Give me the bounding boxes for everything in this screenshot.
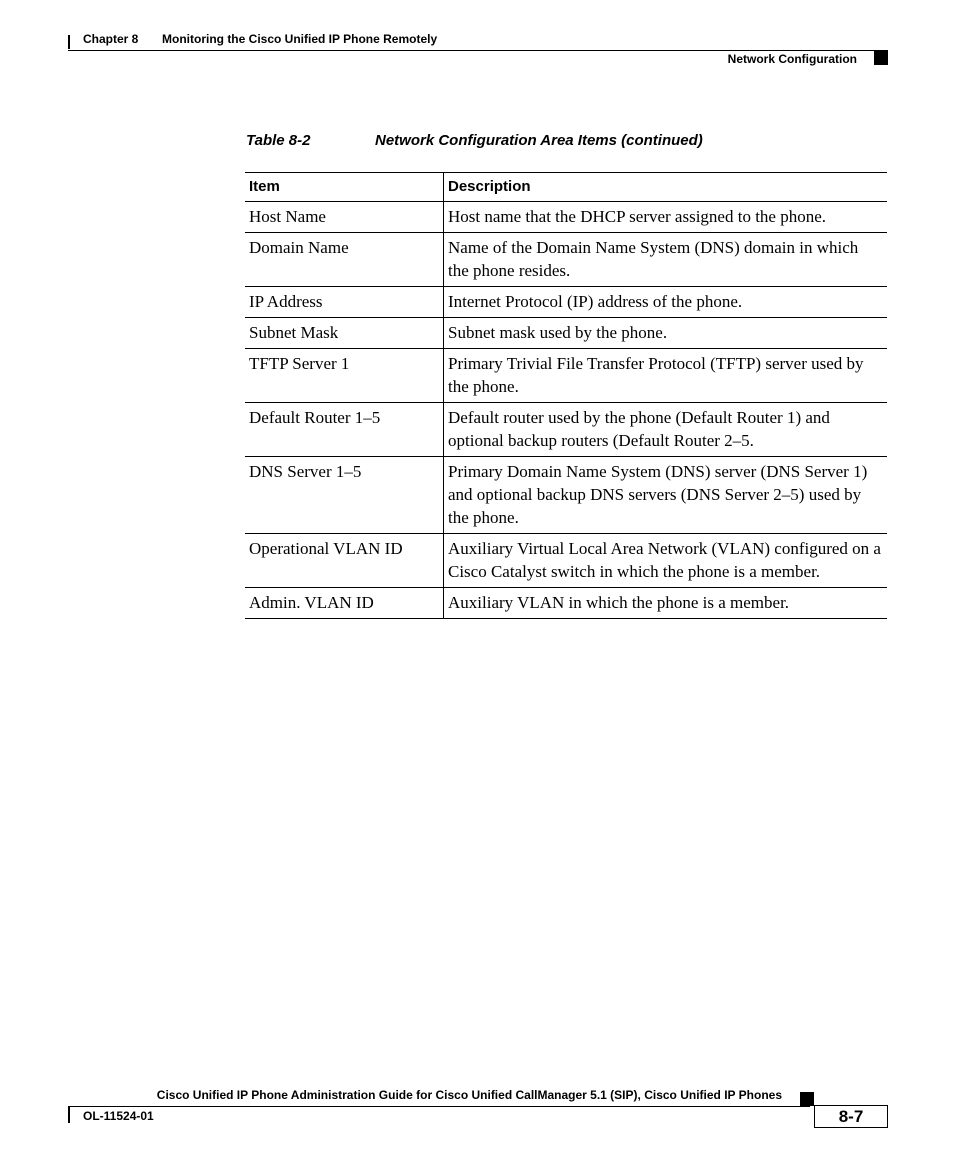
table-row xyxy=(245,534,887,588)
table-row xyxy=(245,202,887,233)
description-cell: Auxiliary Virtual Local Area Network (VLAN) configured on a Cisco Catalyst switch in which the phone is a member. xyxy=(444,534,888,588)
item-cell: Operational VLAN ID xyxy=(245,534,444,588)
chapter-label: Chapter 8 xyxy=(83,32,139,46)
table-header-row xyxy=(245,173,887,202)
description-cell: Internet Protocol (IP) address of the phone. xyxy=(444,287,888,318)
table-row xyxy=(245,233,887,287)
item-cell: Admin. VLAN ID xyxy=(245,588,444,619)
table-row xyxy=(245,588,887,619)
description-cell: Name of the Domain Name System (DNS) domain in which the phone resides. xyxy=(444,233,888,287)
guide-title: Cisco Unified IP Phone Administration Guide for Cisco Unified CallManager 5.1 (SIP), Cisco Unified IP Phones xyxy=(156,1088,782,1102)
description-cell: Host name that the DHCP server assigned to the phone. xyxy=(444,202,888,233)
description-cell: Default router used by the phone (Default Router 1) and optional backup routers (Default Router 2–5. xyxy=(444,403,888,457)
item-cell: DNS Server 1–5 xyxy=(245,457,444,534)
table-row xyxy=(245,457,887,534)
item-cell: Domain Name xyxy=(245,233,444,287)
table-number: Table 8-2 xyxy=(246,132,311,149)
footer-left-bar xyxy=(68,1107,70,1123)
description-cell: Subnet mask used by the phone. xyxy=(444,318,888,349)
item-cell: Default Router 1–5 xyxy=(245,403,444,457)
header-rule xyxy=(68,50,888,51)
column-header-item: Item xyxy=(245,173,444,202)
header-left-bar xyxy=(68,35,70,49)
table-row xyxy=(245,349,887,403)
network-configuration-table xyxy=(245,172,887,619)
table-row xyxy=(245,318,887,349)
section-title: Network Configuration xyxy=(727,52,857,66)
description-cell: Primary Trivial File Transfer Protocol (TFTP) server used by the phone. xyxy=(444,349,888,403)
item-cell: TFTP Server 1 xyxy=(245,349,444,403)
table-title: Network Configuration Area Items (continued) xyxy=(375,132,703,149)
item-cell: IP Address xyxy=(245,287,444,318)
chapter-title: Monitoring the Cisco Unified IP Phone Remotely xyxy=(162,32,438,46)
footer-marker xyxy=(800,1092,814,1106)
document-number: OL-11524-01 xyxy=(83,1109,154,1123)
table-row xyxy=(245,287,887,318)
column-header-description: Description xyxy=(444,173,888,202)
description-cell: Primary Domain Name System (DNS) server (DNS Server 1) and optional backup DNS servers (DNS Server 2–5) used by the phone. xyxy=(444,457,888,534)
table-row xyxy=(245,403,887,457)
footer-rule xyxy=(68,1106,810,1107)
header-marker xyxy=(874,51,888,65)
page-number: 8-7 xyxy=(814,1105,888,1128)
item-cell: Host Name xyxy=(245,202,444,233)
item-cell: Subnet Mask xyxy=(245,318,444,349)
description-cell: Auxiliary VLAN in which the phone is a member. xyxy=(444,588,888,619)
